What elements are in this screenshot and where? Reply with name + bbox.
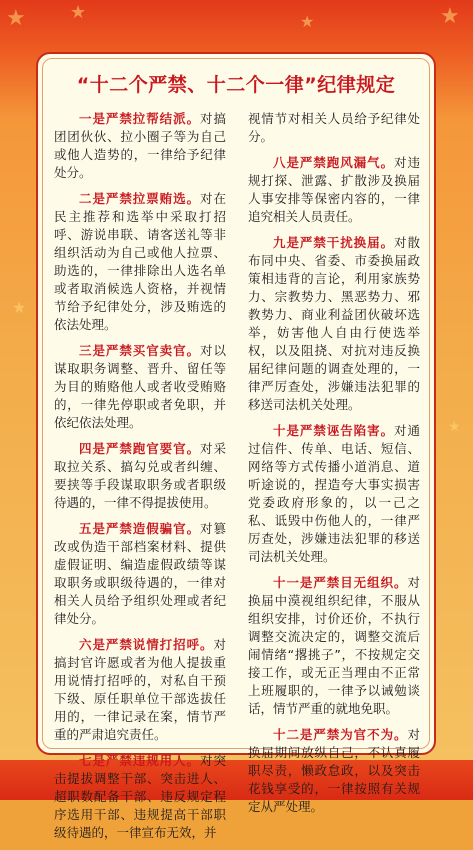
rule-body: 对篡改或伪造干部档案材料、提供虚假证明、编造虚假政绩等谋取职务或职级待遇的，一律对相关人员给予组织处理或者纪律处分。 <box>54 521 226 626</box>
star-decoration-icon: ★ <box>70 2 87 23</box>
rule-body: 对搞封官许愿或者为他人提拔重用说情打招呼的，对私自干预下级、原任职单位干部选拔任用的，一律记录在案，情节严重的严肃追究责任。 <box>54 637 226 742</box>
content-panel <box>36 52 436 840</box>
rule-body: 对违规打探、泄露、扩散涉及换届人事安排等保密内容的，一律追究相关人员责任。 <box>248 155 420 224</box>
rule-body: 对在民主推荐和选举中采取打招呼、游说串联、请客送礼等非组织活动为自己或他人拉票、助选的，一律排除出人选名单或者取消候选人资格，并视情节给予纪律处分，涉及贿选的依法处理。 <box>54 191 226 332</box>
rule-heading: 八是严禁跑风漏气。 <box>273 155 395 170</box>
rule-item <box>54 190 226 334</box>
rule-heading: 十一是严禁目无组织。 <box>273 575 408 590</box>
star-decoration-icon: ★ <box>300 12 315 31</box>
rule-heading: 四是严禁跑官要官。 <box>79 441 201 456</box>
rule-body: 对换届中漠视组织纪律，不服从组织安排，讨价还价，不执行调整交流决定的，调整交流后闹情绪“撂挑子”，不按规定交接工作，或无正当理由不正常上班履职的，一律予以诫勉谈话，情节严重的就地免职。 <box>248 575 420 716</box>
rule-item <box>248 574 420 718</box>
rule-heading: 十是严禁诬告陷害。 <box>273 423 395 438</box>
rule-item <box>248 422 420 566</box>
rule-heading: 十二是严禁为官不为。 <box>273 727 408 742</box>
rule-body: 对换届期间放纵自己，不认真履职尽责，懒政怠政，以及突击花钱享受的，一律按照有关规定从严处理。 <box>248 727 420 814</box>
rule-heading: 五是严禁造假骗官。 <box>79 521 201 536</box>
rule-body: 视情节对相关人员给予纪律处分。 <box>248 111 420 144</box>
rule-body: 对突击提拔调整干部、突击进人、超职数配备干部、违反规定程序选用干部、违规提高干部职级待遇的，一律宣布无效，并 <box>54 753 226 840</box>
star-decoration-icon: ★ <box>440 4 460 29</box>
left-column <box>54 110 226 850</box>
rule-body: 对以谋取职务调整、晋升、留任等为目的贿赂他人或者收受贿赂的，一律先停职或者免职，并依纪依法处理。 <box>54 343 226 430</box>
rule-heading: 一是严禁拉帮结派。 <box>79 111 201 126</box>
rule-item <box>248 726 420 816</box>
rule-heading: 九是严禁干扰换届。 <box>273 235 395 250</box>
star-decoration-icon: ★ <box>12 298 27 317</box>
rule-item <box>54 752 226 842</box>
rule-item <box>248 154 420 226</box>
rule-item <box>54 520 226 628</box>
rule-body: 对搞团团伙伙、拉小圈子等为自己或他人造势的，一律给予纪律处分。 <box>54 111 226 180</box>
rule-heading: 三是严禁买官卖官。 <box>79 343 201 358</box>
rule-item-continuation <box>248 110 420 146</box>
rule-item <box>54 342 226 432</box>
rule-item <box>54 440 226 512</box>
rule-heading: 六是严禁说情打招呼。 <box>79 637 214 652</box>
rule-item <box>54 110 226 182</box>
page-title: “十二个严禁、十二个一律”纪律规定 <box>76 74 396 96</box>
rule-heading: 七是严禁违规用人。 <box>79 753 201 768</box>
rule-body: 对通过信件、传单、电话、短信、网络等方式传播小道消息、道听途说的，捏造夸大事实损害党委政府形象的，以一己之私、诋毁中伤他人的，一律严厉查处，涉嫌违法犯罪的移送司法机关处理。 <box>248 423 420 564</box>
rule-body: 对散布同中央、省委、市委换届政策相违背的言论，利用家族势力、宗教势力、黑恶势力、邪教势力、商业利益团伙破坏选举，妨害他人自由行使选举权，以及阻挠、对抗对违反换届纪律问题的调查处理的，一律严厉查处，涉嫌违法犯罪的移送司法机关处理。 <box>248 235 420 412</box>
rule-body: 对采取拉关系、搞勾兑或者纠缠、要挟等手段谋取职务或者职级待遇的，一律不得提拔使用。 <box>54 441 226 510</box>
star-decoration-icon: ★ <box>6 6 26 31</box>
right-column <box>248 110 420 824</box>
rule-item <box>248 234 420 414</box>
star-decoration-icon: ★ <box>448 419 461 435</box>
rule-heading: 二是严禁拉票贿选。 <box>79 191 201 206</box>
rule-item <box>54 636 226 744</box>
